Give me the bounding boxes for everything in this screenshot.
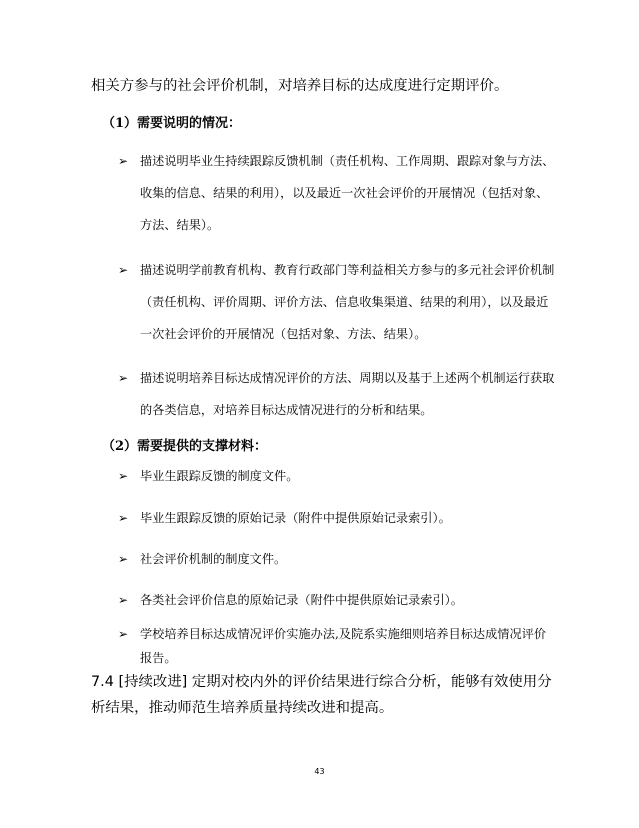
list-item-text: 学校培养目标达成情况评价实施办法,及院系实施细则培养目标达成情况评价报告。	[140, 627, 547, 665]
list-item-text: 毕业生跟踪反馈的原始记录（附件中提供原始记录索引）。	[140, 511, 451, 525]
list-item	[118, 584, 558, 616]
section-7-4-paragraph: 7.4 [持续改进] 定期对校内外的评价结果进行综合分析，能够有效使用分析结果，推动师范生培养质量持续改进和提高。	[91, 674, 552, 716]
bullet-arrow-icon: ➢	[118, 627, 129, 641]
list-item-text: 毕业生跟踪反馈的制度文件。	[140, 469, 299, 483]
list-item	[118, 543, 558, 575]
list-item	[118, 254, 558, 350]
bullet-arrow-icon: ➢	[118, 511, 129, 525]
bullet-arrow-icon: ➢	[118, 263, 129, 277]
bullet-arrow-icon: ➢	[118, 154, 129, 168]
list-item	[118, 622, 558, 670]
bullet-arrow-icon: ➢	[118, 469, 129, 483]
list-item-text: 社会评价机制的制度文件。	[140, 552, 287, 566]
list-item-text: 各类社会评价信息的原始记录（附件中提供原始记录索引）。	[140, 593, 463, 607]
list-item	[118, 362, 558, 426]
page-number: 43	[314, 767, 325, 776]
list-item	[118, 502, 558, 534]
intro-line: 相关方参与的社会评价机制，对培养目标的达成度进行定期评价。	[91, 78, 509, 94]
bullet-arrow-icon: ➢	[118, 593, 129, 607]
list-item-text: 描述说明毕业生持续跟踪反馈机制（责任机构、工作周期、跟踪对象与方法、收集的信息、结果的利用），以及最近一次社会评价的开展情况（包括对象、方法、结果）。	[140, 154, 555, 232]
section2-heading: （2）需要提供的支撑材料：	[102, 439, 268, 454]
list-item	[118, 460, 558, 492]
list-item-text: 描述说明学前教育机构、教育行政部门等利益相关方参与的多元社会评价机制（责任机构、评价周期、评价方法、信息收集渠道、结果的利用），以及最近一次社会评价的开展情况（包括对象、方法、结果）。	[140, 263, 555, 341]
section1-heading: （1）需要说明的情况：	[102, 116, 242, 131]
bullet-arrow-icon: ➢	[118, 371, 129, 385]
list-item	[118, 145, 558, 241]
bullet-arrow-icon: ➢	[118, 552, 129, 566]
list-item-text: 描述说明培养目标达成情况评价的方法、周期以及基于上述两个机制运行获取的各类信息，对培养目标达成情况进行的分析和结果。	[140, 371, 555, 417]
